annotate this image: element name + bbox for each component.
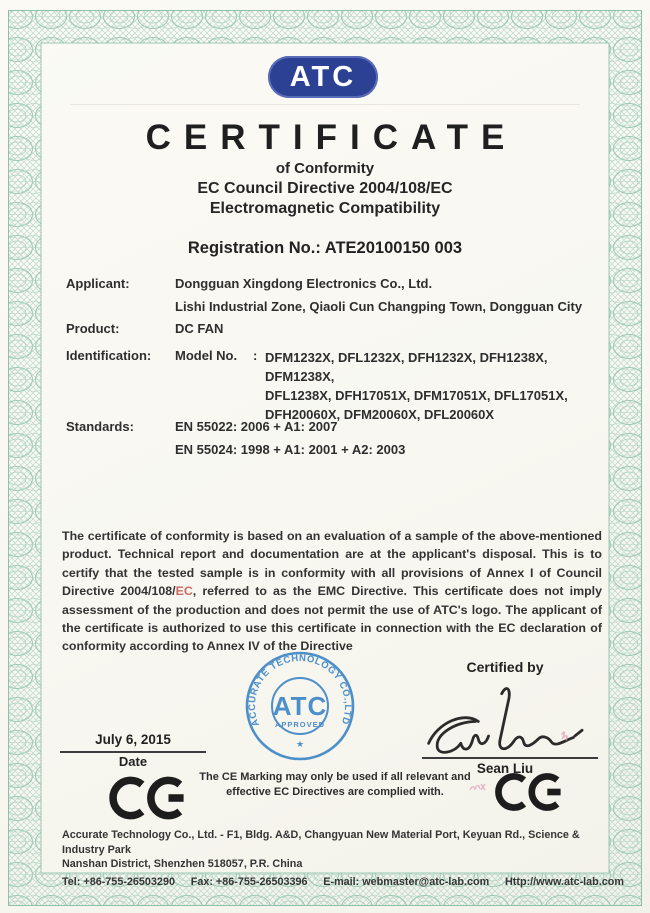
signature-stroke-icon <box>420 682 598 758</box>
date-label: Date <box>118 754 148 769</box>
footer-fax: Fax: +86-755-26503396 <box>190 875 308 888</box>
product-label: Product: <box>66 321 120 336</box>
body-part-red: EC <box>175 584 193 599</box>
date-line <box>60 751 206 753</box>
footer-tel: Tel: +86-755-26503290 <box>62 875 175 888</box>
certified-by-label: Certified by <box>466 659 544 675</box>
footer-address-line2: Nanshan District, Shenzhen 518057, P.R. China <box>62 858 303 870</box>
standard-en55022: EN 55022: 2006 + A1: 2007 <box>175 419 338 434</box>
footer-address-line1: Accurate Technology Co., Ltd. - F1, Bldg. A&D, Changyuan New Material Port, Keyuan Rd., Science & Industry Park <box>62 829 580 856</box>
registration-number: Registration No.: ATE20100150 003 <box>187 239 463 257</box>
stamp-ring-text: ACCURATE TECHNOLOGY CO.,LTD <box>246 652 354 728</box>
signer-name: Sean Liu <box>476 761 534 776</box>
applicant-address: Lishi Industrial Zone, Qiaoli Cun Changping Town, Dongguan City <box>175 299 583 314</box>
stamp-star: ★ <box>295 739 305 749</box>
applicant-name: Dongguan Xingdong Electronics Co., Ltd. <box>175 276 433 291</box>
body-paragraph <box>62 527 602 656</box>
model-line-2: DFL1238X, DFH17051X, DFM17051X, DFL17051X, <box>265 388 568 403</box>
ce-note: The CE Marking may only be used if all relevant and effective EC Directives are complied with. <box>199 771 471 798</box>
model-numbers <box>265 348 610 424</box>
model-no-label: Model No. <box>175 348 238 363</box>
footer-web: Http://www.atc-lab.com <box>505 875 624 888</box>
atc-logo <box>268 56 378 98</box>
subtitle-directive: EC Council Directive 2004/108/EC <box>197 180 453 197</box>
subtitle-emc: Electromagnetic Compatibility <box>209 200 441 217</box>
certificate-title: CERTIFICATE <box>145 118 518 157</box>
applicant-label: Applicant: <box>66 276 130 291</box>
footer-contacts <box>62 875 624 890</box>
model-line-3: DFH20060X, DFM20060X, DFL20060X <box>265 407 495 422</box>
ce-mark-icon <box>494 768 568 816</box>
standard-en55024: EN 55024: 1998 + A1: 2001 + A2: 2003 <box>175 442 406 457</box>
footer <box>62 828 624 889</box>
atc-logo-text: ATC <box>289 60 357 93</box>
ink-smudge-icon <box>468 778 490 796</box>
signature-line <box>422 757 598 759</box>
scan-crease-line <box>70 104 580 105</box>
approval-stamp-icon <box>242 648 358 764</box>
stamp-center-text: ATC <box>272 691 328 721</box>
body-part-3: , referred to as the EMC Directive. This certificate does not imply assessment of the production and does not permit the use of ATC's logo. The applicant of the certificate is authorized to use this certificate in connection with the EC declaration of conformity according to Annex IV of the Directive <box>62 584 602 654</box>
identification-label: Identification: <box>66 348 152 363</box>
footer-email: E-mail: webmaster@atc-lab.com <box>323 875 490 888</box>
standards-label: Standards: <box>66 419 134 434</box>
ce-mark-icon <box>108 772 192 824</box>
model-line-1: DFM1232X, DFL1232X, DFH1232X, DFH1238X, DFM1238X, <box>265 350 548 384</box>
date-value: July 6, 2015 <box>95 732 171 747</box>
model-no-colon: : <box>253 348 258 363</box>
body-part-1: The certificate of conformity is based on an evaluation of a sample of the above-mentioned product. Technical report and documentation are at the applicant's disposal. This is to certify that the tested sample is in conformity with all provisions of Annex I of Council Directive 2004/108/ <box>62 529 602 599</box>
subtitle-of-conformity: of Conformity <box>275 160 375 177</box>
stamp-approved-text: APPROVED <box>274 720 326 729</box>
product-value: DC FAN <box>175 321 224 336</box>
